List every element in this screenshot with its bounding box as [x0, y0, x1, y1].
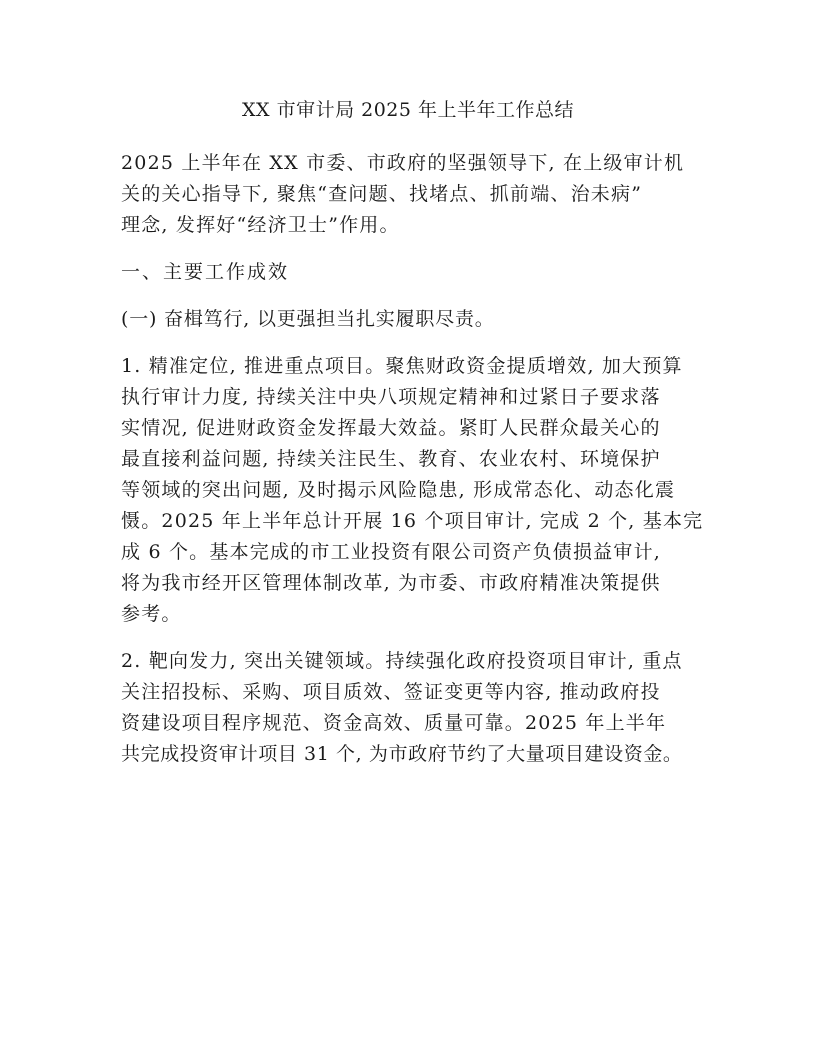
intro-line: 理念, 发挥好“经济卫士”作用。: [121, 214, 400, 236]
item1-line: 执行审计力度, 持续关注中央八项规定精神和过紧日子要求落: [121, 386, 661, 408]
item2-line: 关注招投标、采购、项目质效、签证变更等内容, 推动政府投: [121, 681, 661, 703]
item2-paragraph: [121, 646, 721, 770]
item1-line: 实情况, 促进财政资金发挥最大效益。紧盯人民群众最关心的: [121, 417, 661, 439]
item1-line: 参考。: [121, 603, 182, 625]
item1-line: 等领域的突出问题, 及时揭示风险隐患, 形成常态化、动态化震: [121, 479, 676, 501]
item1-line: 将为我市经开区管理体制改革, 为市委、市政府精准决策提供: [121, 572, 661, 594]
item1-line: 最直接利益问题, 持续关注民生、教育、农业农村、环境保护: [121, 448, 661, 470]
item1-line: 1. 精准定位, 推进重点项目。聚焦财政资金提质增效, 加大预算: [121, 355, 683, 377]
item1-line: 成 6 个。基本完成的市工业投资有限公司资产负债损益审计,: [121, 541, 662, 563]
intro-paragraph: [121, 148, 721, 241]
intro-line: 2025 上半年在 XX 市委、市政府的坚强领导下, 在上级审计机: [121, 152, 685, 174]
section-heading: 一、主要工作成效: [121, 261, 290, 283]
item2-line: 共完成投资审计项目 31 个, 为市政府节约了大量项目建设资金。: [121, 743, 683, 765]
document-body: [121, 148, 721, 786]
subsection-heading: (一) 奋楫笃行, 以更强担当扎实履职尽责。: [121, 308, 495, 330]
item1-line: 慑。2025 年上半年总计开展 16 个项目审计, 完成 2 个, 基本完: [121, 510, 704, 532]
item1-paragraph: [121, 351, 721, 630]
item2-line: 资建设项目程序规范、资金高效、质量可靠。2025 年上半年: [121, 712, 667, 734]
item2-line: 2. 靶向发力, 突出关键领域。持续强化政府投资项目审计, 重点: [121, 650, 683, 672]
intro-line: 关的关心指导下, 聚焦“查问题、找堵点、抓前端、治未病”: [121, 183, 643, 205]
document-title: XX 市审计局 2025 年上半年工作总结: [241, 99, 575, 121]
